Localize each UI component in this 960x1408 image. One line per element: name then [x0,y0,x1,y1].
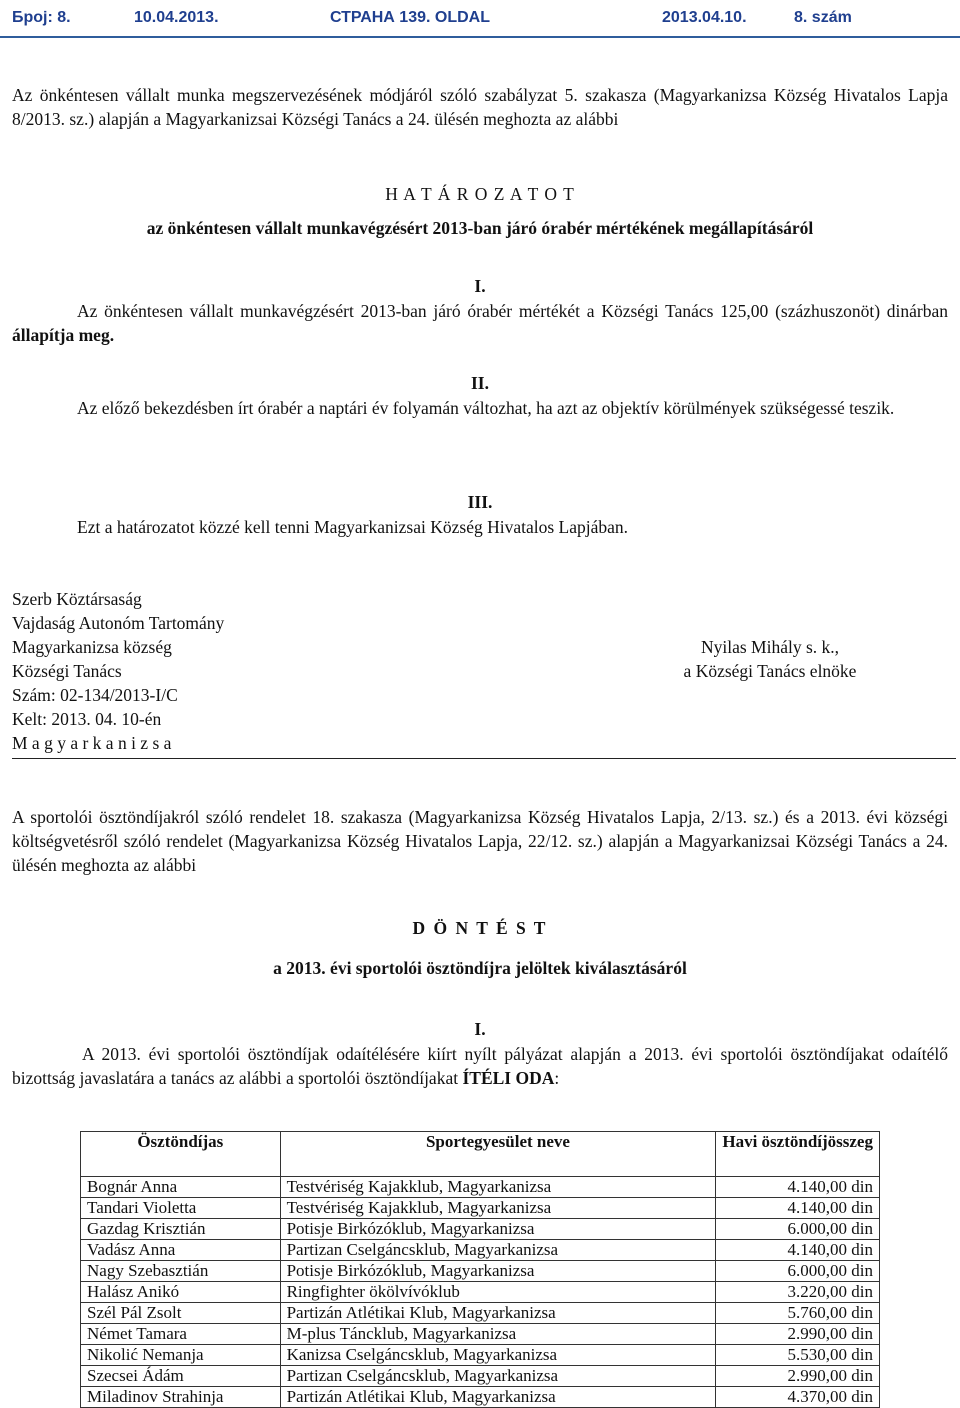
signature-block-left: Szerb Köztársaság Vajdaság Autonóm Tartomány Magyarkanizsa község Községi Tanács Szám: 02-134/2013-I/C Kelt: 2013. 04. 10-én M a g y a r k a n i z s a [12,589,225,753]
club-name: Kanizsa Cselgáncsklub, Magyarkanizsa [280,1345,716,1366]
table-row [81,1366,880,1387]
recipient-name: Szecsei Ádám [81,1366,281,1387]
club-name: Partizán Atlétikai Klub, Magyarkanizsa [280,1387,716,1408]
monthly-amount: 4.370,00 din [716,1387,880,1408]
monthly-amount: 6.000,00 din [716,1219,880,1240]
section-text: Az önkéntesen vállalt munkavégzésért 2013-ban járó órabér mértékét a Községi Tanács 125,00 (százhuszonöt) dinárban állapítja meg. [12,301,948,345]
recipient-name: Német Tamara [81,1324,281,1345]
column-header: Ösztöndíjas [81,1132,281,1177]
table-row [81,1345,880,1366]
monthly-amount: 4.140,00 din [716,1198,880,1219]
recipient-name: Vadász Anna [81,1240,281,1261]
scholarship-table [80,1131,880,1408]
table-row [81,1240,880,1261]
table-row [81,1282,880,1303]
column-header: Sportegyesület neve [280,1132,716,1177]
recipient-name: Halász Anikó [81,1282,281,1303]
column-header: Havi ösztöndíjösszeg [716,1132,880,1177]
signature-block-right: Nyilas Mihály s. k., a Községi Tanács elnöke [683,637,857,681]
page-header [0,0,960,38]
separator-line [12,758,956,759]
recipient-name: Bognár Anna [81,1177,281,1198]
recipient-name: Szél Pál Zsolt [81,1303,281,1324]
issue-number-hu: 8. szám [794,9,852,26]
section-number: I. [474,276,486,296]
monthly-amount: 4.140,00 din [716,1177,880,1198]
club-name: Partizán Atlétikai Klub, Magyarkanizsa [280,1303,716,1324]
club-name: Partizan Cselgáncsklub, Magyarkanizsa [280,1240,716,1261]
monthly-amount: 4.140,00 din [716,1240,880,1261]
club-name: Potisje Birkózóklub, Magyarkanizsa [280,1261,716,1282]
table-row [81,1303,880,1324]
recipient-name: Nagy Szebasztián [81,1261,281,1282]
recipient-name: Nikolić Nemanja [81,1345,281,1366]
page-number: СТРАНА 139. OLDAL [330,9,490,26]
section-number: I. [474,1019,486,1039]
table-row [81,1219,880,1240]
date-sr: 10.04.2013. [134,9,219,26]
decision2-intro: A sportolói ösztöndíjakról szóló rendelet 18. szakasza (Magyarkanizsa Község Hivatalos Lapja, 2/13. sz.) és a 2013. évi községi költségvetésről szóló rendelet (Magyarkanizsa Község Hivatalos Lapja, 22/12. sz.) alapján a Magyarkanizsai Községi Tanács a 24. ülésén meghozta az alábbi [12,807,948,875]
monthly-amount: 5.530,00 din [716,1345,880,1366]
table-row [81,1177,880,1198]
club-name: Testvériség Kajakklub, Magyarkanizsa [280,1198,716,1219]
section-text: A 2013. évi sportolói ösztöndíjak odaítélésére kiírt nyílt pályázat alapján a 2013. évi sportolói ösztöndíjakat odaítélő bizottság javaslatára a tanács az alábbi a sportolói ösztöndíjakat ÍTÉLI ODA: [12,1044,948,1088]
monthly-amount: 2.990,00 din [716,1366,880,1387]
section-text: Az előző bekezdésben írt órabér a naptári év folyamán változhat, ha azt az objektív körülmények szükségessé teszik. [77,398,895,418]
decision1-title: H A T Á R O Z A T O T [385,184,575,204]
table-header-row [81,1132,880,1177]
issue-number-sr: Број: 8. [12,9,71,26]
section-number: II. [471,373,489,393]
club-name: Ringfighter ökölvívóklub [280,1282,716,1303]
recipient-name: Gazdag Krisztián [81,1219,281,1240]
decision1-subtitle: az önkéntesen vállalt munkavégzésért 2013-ban járó órabér mértékének megállapításáról [146,218,814,238]
club-name: M-plus Táncklub, Magyarkanizsa [280,1324,716,1345]
section-number: III. [467,492,493,512]
decision2-title: D Ö N T É S T [412,918,548,938]
club-name: Partizan Cselgáncsklub, Magyarkanizsa [280,1366,716,1387]
table-row [81,1387,880,1408]
club-name: Potisje Birkózóklub, Magyarkanizsa [280,1219,716,1240]
section-text: Ezt a határozatot közzé kell tenni Magyarkanizsai Község Hivatalos Lapjában. [77,517,629,537]
decision1-intro: Az önkéntesen vállalt munka megszervezésének módjáról szóló szabályzat 5. szakasza (Magyarkanizsa Község Hivatalos Lapja 8/2013. sz.) alapján a Magyarkanizsai Községi Tanács a 24. ülésén meghozta az alábbi [12,85,948,129]
recipient-name: Tandari Violetta [81,1198,281,1219]
club-name: Testvériség Kajakklub, Magyarkanizsa [280,1177,716,1198]
monthly-amount: 6.000,00 din [716,1261,880,1282]
recipient-name: Miladinov Strahinja [81,1387,281,1408]
monthly-amount: 3.220,00 din [716,1282,880,1303]
table-row [81,1198,880,1219]
table-row [81,1324,880,1345]
date-hu: 2013.04.10. [662,9,747,26]
decision2-subtitle: a 2013. évi sportolói ösztöndíjra jelöltek kiválasztásáról [273,958,687,978]
monthly-amount: 5.760,00 din [716,1303,880,1324]
monthly-amount: 2.990,00 din [716,1324,880,1345]
table-row [81,1261,880,1282]
